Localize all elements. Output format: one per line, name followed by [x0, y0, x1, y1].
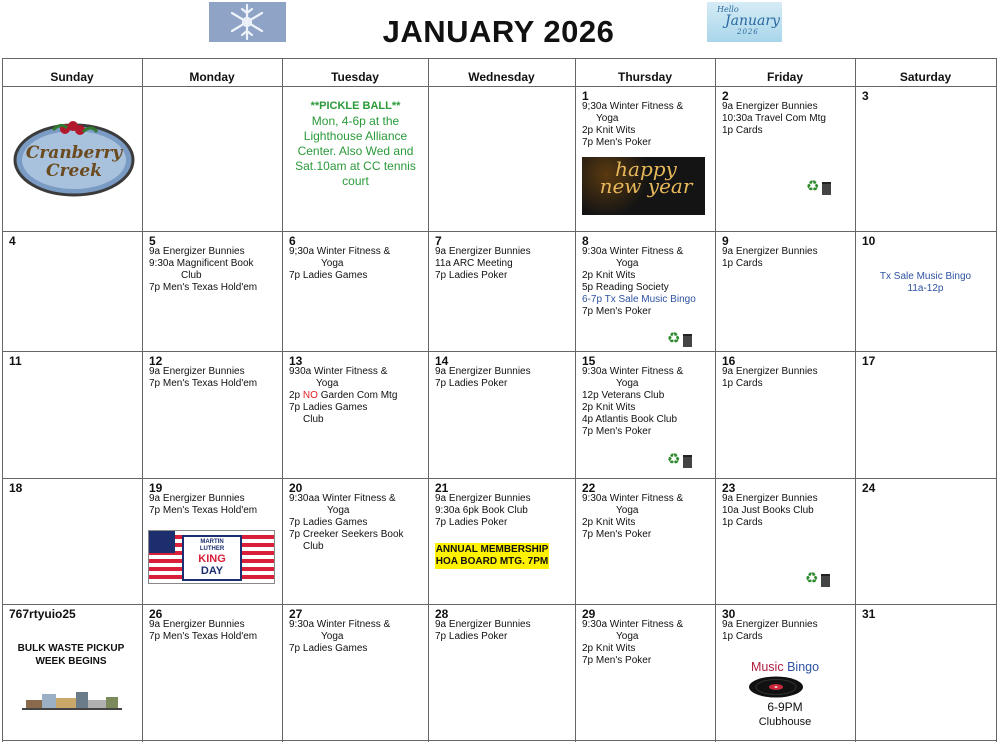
- event-item: 7p Men's Poker: [582, 306, 652, 317]
- event-item: 9a Energizer Bunnies: [722, 101, 818, 112]
- day-events: [435, 619, 531, 643]
- event-item: 10a Just Books Club: [722, 505, 814, 516]
- day-events: [582, 366, 683, 438]
- day-cell-17[interactable]: [855, 351, 996, 478]
- day-events: [149, 366, 257, 390]
- event-item: Yoga: [316, 378, 339, 389]
- day-events: [289, 246, 390, 282]
- pickle-ball-heading: **PICKLE BALL**: [310, 100, 401, 112]
- day-number: 23: [722, 481, 736, 495]
- event-item: 7p Men's Poker: [582, 426, 652, 437]
- event-item: Club: [303, 414, 324, 425]
- mlk-line-day: DAY: [200, 565, 224, 577]
- day-events: [435, 493, 531, 529]
- recycle-icon: ♻: [667, 451, 681, 468]
- happy-new-year-text: happy new year: [599, 157, 693, 198]
- music-bingo-title: [716, 660, 854, 674]
- day-cell-16[interactable]: [715, 351, 855, 478]
- day-number: 26: [149, 607, 163, 621]
- event-item: 7p Ladies Poker: [435, 270, 508, 281]
- day-cell-18[interactable]: [2, 478, 142, 604]
- day-events: [722, 101, 826, 137]
- day-number: 10: [862, 234, 876, 248]
- cranberry-logo-text: Cranberry Creek: [25, 143, 123, 181]
- day-number: 9: [722, 234, 729, 248]
- trash-icon: [683, 455, 692, 468]
- event-item: 930a Winter Fitness &: [289, 366, 388, 377]
- day-cell-7[interactable]: [428, 231, 575, 351]
- day-cell-11[interactable]: [2, 351, 142, 478]
- weekday-sunday: Sunday: [50, 70, 94, 84]
- weekday-monday: Monday: [189, 70, 235, 84]
- event-item: 9a Energizer Bunnies: [722, 493, 818, 504]
- vinyl-record-icon: [748, 676, 804, 698]
- event-item: Yoga: [616, 631, 639, 642]
- day-cell-23[interactable]: [715, 478, 855, 604]
- event-item: 7p Men's Poker: [582, 529, 652, 540]
- hoa-meeting-notice: ANNUAL MEMBERSHIP HOA BOARD MTG. 7PM: [435, 544, 549, 567]
- event-item: Yoga: [596, 113, 619, 124]
- no-highlight: NO: [302, 390, 318, 401]
- event-item: 7p Men's Poker: [582, 137, 652, 148]
- event-item: 6-7p Tx Sale Music Bingo: [582, 294, 696, 305]
- day-number: 31: [862, 607, 876, 621]
- tx-sale-line2: 11a-12p: [907, 283, 944, 294]
- trash-icon: [683, 334, 692, 347]
- day-number: 5: [149, 234, 156, 248]
- event-item: 7p Ladies Games: [289, 517, 368, 528]
- day-number: 7: [435, 234, 442, 248]
- day-events: [722, 246, 818, 270]
- mlk-line-luther: LUTHER: [199, 546, 225, 552]
- event-item: 4p Atlantis Book Club: [582, 414, 678, 425]
- mlk-line-martin: MARTIN: [200, 539, 224, 545]
- mlk-day-banner: [148, 530, 275, 584]
- recycle-icon: ♻: [805, 570, 819, 587]
- day-number: 19: [149, 481, 163, 495]
- event-item: Club: [303, 541, 324, 552]
- day-events: [582, 493, 683, 541]
- weekday-thursday: Thursday: [617, 70, 672, 84]
- event-item: 9:30a Magnificent Book: [149, 258, 254, 269]
- music-word: Music: [750, 660, 784, 674]
- day-cell-12[interactable]: [142, 351, 282, 478]
- day-number: 16: [722, 354, 736, 368]
- day-number: 27: [289, 607, 303, 621]
- day-cell-29[interactable]: [575, 604, 715, 740]
- event-item: 7p Creeker Seekers Book: [289, 529, 404, 540]
- event-item: 2p Knit Wits: [582, 125, 636, 136]
- day-cell-13[interactable]: [282, 351, 428, 478]
- event-item: 10:30a Travel Com Mtg: [722, 113, 826, 124]
- day-number: 29: [582, 607, 596, 621]
- event-item: 9:30a 6pk Book Club: [435, 505, 528, 516]
- day-events: [289, 619, 390, 655]
- happy-new-year-image: [582, 157, 705, 215]
- event-item: 2p Knit Wits: [582, 517, 636, 528]
- day-cell-25[interactable]: [2, 604, 142, 740]
- day-number: 21: [435, 481, 449, 495]
- day-cell-22[interactable]: [575, 478, 715, 604]
- event-item: 2p Knit Wits: [582, 270, 636, 281]
- event-item: 7p Ladies Games: [289, 402, 368, 413]
- day-cell-20[interactable]: [282, 478, 428, 604]
- recycle-trash-icon: [667, 452, 693, 470]
- day-number: 11: [9, 354, 22, 368]
- event-item: 7p Ladies Poker: [435, 378, 508, 389]
- day-events: [582, 619, 683, 667]
- day-cell-3[interactable]: [855, 86, 996, 231]
- day-cell-26[interactable]: [142, 604, 282, 740]
- bulk-waste-image: [22, 688, 122, 712]
- day-number: 3: [862, 89, 869, 103]
- weekday-saturday: Saturday: [899, 70, 952, 84]
- day-number: 14: [435, 354, 449, 368]
- event-item: 7p Ladies Games: [289, 643, 368, 654]
- grid-line: [2, 740, 997, 741]
- day-cell-5[interactable]: [142, 231, 282, 351]
- bulk-waste-notice: BULK WASTE PICKUP WEEK BEGINS: [17, 643, 125, 667]
- event-item: Yoga: [321, 631, 344, 642]
- day-number: 2: [722, 89, 729, 103]
- event-time: 2p: [289, 390, 301, 401]
- event-item: 7p Men's Texas Hold'em: [149, 282, 258, 293]
- day-events: [582, 101, 683, 149]
- day-number: 12: [149, 354, 163, 368]
- event-item: 1p Cards: [722, 378, 763, 389]
- event-item: 9a Energizer Bunnies: [435, 246, 531, 257]
- music-bingo-place: Clubhouse: [758, 716, 812, 728]
- event-item: 9a Energizer Bunnies: [149, 619, 245, 630]
- tx-sale-music-bingo-note: [858, 271, 993, 295]
- day-number: 18: [9, 481, 23, 495]
- day-number: 30: [722, 607, 736, 621]
- event-item: 9:30aa Winter Fitness &: [289, 493, 396, 504]
- event-item: 9:30a Winter Fitness &: [582, 366, 684, 377]
- recycle-trash-icon: [667, 331, 693, 349]
- event-item: Yoga: [616, 505, 639, 516]
- music-bingo-time: 6-9PM: [767, 700, 803, 714]
- day-cell-27[interactable]: [282, 604, 428, 740]
- event-item: 12p Veterans Club: [582, 390, 665, 401]
- day-number: 17: [862, 354, 876, 368]
- day-events: [149, 246, 257, 294]
- mlk-line-king: KING: [198, 553, 226, 565]
- day-events: [149, 493, 257, 517]
- event-item: 7p Men's Texas Hold'em: [149, 505, 258, 516]
- event-item: 11a ARC Meeting: [435, 258, 513, 269]
- day-events: [289, 366, 397, 426]
- event-item: Yoga: [321, 258, 344, 269]
- calendar-title: JANUARY 2026: [382, 14, 615, 49]
- day-events: [435, 366, 531, 390]
- day-cell-15[interactable]: [575, 351, 715, 478]
- pickle-ball-text: Mon, 4-6p at the Lighthouse Alliance Center. Also Wed and Sat.10am at CC tennis court: [295, 114, 416, 188]
- event-item: 5p Reading Society: [582, 282, 669, 293]
- day-number: 4: [9, 234, 16, 248]
- event-item: Club: [181, 270, 202, 281]
- day-events: [722, 493, 818, 529]
- day-cell-21[interactable]: [428, 478, 575, 604]
- day-number: 6: [289, 234, 296, 248]
- event-item: 7p Ladies Poker: [435, 631, 508, 642]
- day-number: 8: [582, 234, 589, 248]
- event-item: 9a Energizer Bunnies: [435, 619, 531, 630]
- event-item: 9:30a Winter Fitness &: [289, 619, 391, 630]
- day-cell-4[interactable]: [2, 231, 142, 351]
- event-item: 2p Knit Wits: [582, 402, 636, 413]
- event-item: 9:30a Winter Fitness &: [582, 493, 684, 504]
- day-number: 28: [435, 607, 449, 621]
- event-item: 9;30a Winter Fitness &: [582, 101, 684, 112]
- event-item: 9:30a Winter Fitness &: [582, 619, 684, 630]
- day-events: [435, 246, 531, 282]
- pickle-ball-note: [283, 99, 428, 189]
- day-number: 767rtyuio25: [9, 607, 76, 621]
- day-events: [149, 619, 257, 643]
- event-item: 9;30a Winter Fitness &: [289, 246, 391, 257]
- grid-line: [2, 58, 997, 59]
- recycle-trash-icon: [805, 571, 831, 589]
- weekday-friday: Friday: [766, 70, 803, 84]
- event-item: 9a Energizer Bunnies: [435, 493, 531, 504]
- event-item: 7p Men's Poker: [582, 655, 652, 666]
- day-cell-8[interactable]: [575, 231, 715, 351]
- day-number: 22: [582, 481, 596, 495]
- event-item: 1p Cards: [722, 631, 763, 642]
- day-number: 24: [862, 481, 876, 495]
- day-cell-14[interactable]: [428, 351, 575, 478]
- cranberry-creek-logo: [13, 120, 135, 198]
- hello-january-image: Hello January 2026: [707, 2, 782, 42]
- event-item: 7p Men's Texas Hold'em: [149, 631, 258, 642]
- day-cell-24[interactable]: [855, 478, 996, 604]
- trash-icon: [821, 574, 830, 587]
- event-item: [289, 390, 397, 402]
- event-item: 9:30a Winter Fitness &: [582, 246, 684, 257]
- day-events: [722, 366, 818, 390]
- recycle-trash-icon: [806, 179, 832, 197]
- recycle-icon: ♻: [806, 178, 820, 195]
- event-item: 7p Ladies Games: [289, 270, 368, 281]
- event-item: 7p Ladies Poker: [435, 517, 508, 528]
- trash-icon: [822, 182, 831, 195]
- day-number: 13: [289, 354, 303, 368]
- day-cell-9[interactable]: [715, 231, 855, 351]
- event-text: Garden Com Mtg: [320, 390, 398, 401]
- event-item: Yoga: [616, 378, 639, 389]
- flag-canton: [149, 531, 175, 553]
- day-events: [722, 619, 818, 643]
- day-events: [582, 246, 696, 318]
- day-events: [289, 493, 404, 553]
- weekday-wednesday: Wednesday: [468, 70, 535, 84]
- event-item: 9a Energizer Bunnies: [149, 493, 245, 504]
- day-number: 20: [289, 481, 303, 495]
- event-item: 1p Cards: [722, 258, 763, 269]
- tx-sale-line1: Tx Sale Music Bingo: [879, 271, 972, 282]
- event-item: 9a Energizer Bunnies: [722, 619, 818, 630]
- day-number: 15: [582, 354, 596, 368]
- day-cell-31[interactable]: [855, 604, 996, 740]
- weekday-tuesday: Tuesday: [331, 70, 379, 84]
- day-number: 1: [582, 89, 589, 103]
- event-item: Yoga: [616, 258, 639, 269]
- event-item: 9a Energizer Bunnies: [722, 366, 818, 377]
- event-item: 1p Cards: [722, 125, 763, 136]
- event-item: 7p Men's Texas Hold'em: [149, 378, 258, 389]
- calendar-header: [0, 0, 997, 58]
- event-item: 1p Cards: [722, 517, 763, 528]
- recycle-icon: ♻: [667, 330, 681, 347]
- day-cell-28[interactable]: [428, 604, 575, 740]
- event-item: 9a Energizer Bunnies: [149, 246, 245, 257]
- event-item: Yoga: [327, 505, 350, 516]
- event-item: 2p Knit Wits: [582, 643, 636, 654]
- day-cell-6[interactable]: [282, 231, 428, 351]
- event-item: 9a Energizer Bunnies: [722, 246, 818, 257]
- bingo-word: Bingo: [787, 660, 820, 674]
- event-item: 9a Energizer Bunnies: [435, 366, 531, 377]
- day-cell-2[interactable]: [715, 86, 855, 231]
- event-item: 9a Energizer Bunnies: [149, 366, 245, 377]
